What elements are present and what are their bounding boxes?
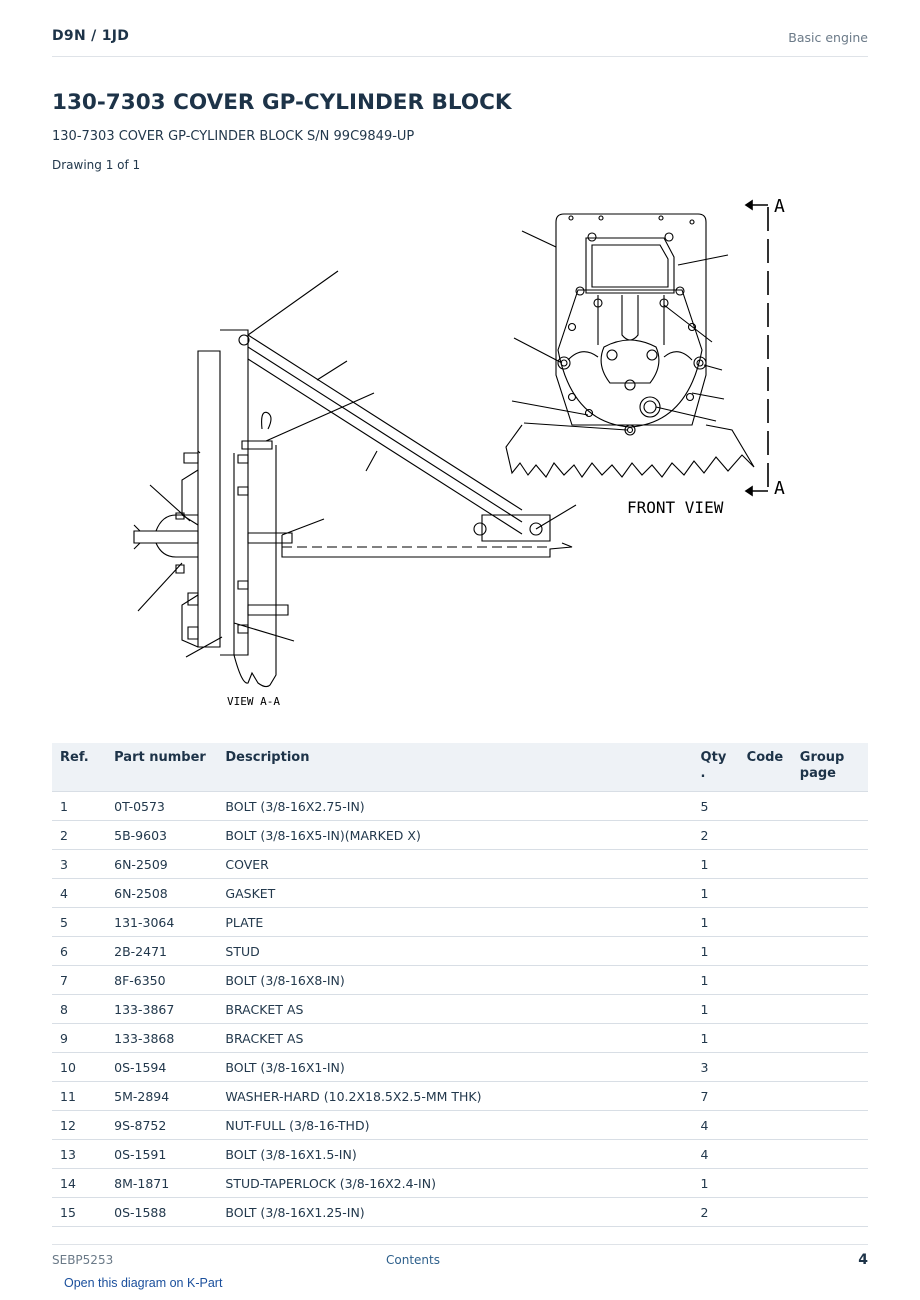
table-row <box>52 792 868 821</box>
cell-ref: 13 <box>52 1140 106 1169</box>
cell-part-number: 8F-6350 <box>106 966 217 995</box>
cell-group-page <box>792 1082 868 1111</box>
cell-code <box>739 879 792 908</box>
cell-description: BOLT (3/8-16X2.75-IN) <box>217 792 692 821</box>
cell-qty: 3 <box>693 1053 739 1082</box>
cell-qty: 1 <box>693 966 739 995</box>
cell-group-page <box>792 1169 868 1198</box>
cell-part-number: 6N-2508 <box>106 879 217 908</box>
col-group-page: Group page <box>792 743 868 792</box>
col-qty: Qty . <box>693 743 739 792</box>
cell-group-page <box>792 850 868 879</box>
cell-ref: 7 <box>52 966 106 995</box>
view-aa-label: VIEW A-A <box>227 695 280 708</box>
cell-ref: 12 <box>52 1111 106 1140</box>
cell-part-number: 133-3868 <box>106 1024 217 1053</box>
cell-description: WASHER-HARD (10.2X18.5X2.5-MM THK) <box>217 1082 692 1111</box>
cell-qty: 4 <box>693 1140 739 1169</box>
cell-qty: 7 <box>693 1082 739 1111</box>
cell-ref: 9 <box>52 1024 106 1053</box>
cell-description: STUD-TAPERLOCK (3/8-16X2.4-IN) <box>217 1169 692 1198</box>
cell-part-number: 0S-1594 <box>106 1053 217 1082</box>
table-row <box>52 1169 868 1198</box>
cell-qty: 4 <box>693 1111 739 1140</box>
cell-group-page <box>792 1111 868 1140</box>
cell-code <box>739 850 792 879</box>
col-description: Description <box>217 743 692 792</box>
cell-code <box>739 1198 792 1227</box>
cell-description: COVER <box>217 850 692 879</box>
cell-group-page <box>792 879 868 908</box>
cell-qty: 1 <box>693 1024 739 1053</box>
front-view-label: FRONT VIEW <box>627 498 724 517</box>
cell-code <box>739 1111 792 1140</box>
cell-group-page <box>792 1140 868 1169</box>
cell-qty: 1 <box>693 879 739 908</box>
cell-ref: 2 <box>52 821 106 850</box>
cell-description: BRACKET AS <box>217 1024 692 1053</box>
cell-description: PLATE <box>217 908 692 937</box>
cell-part-number: 8M-1871 <box>106 1169 217 1198</box>
cell-group-page <box>792 908 868 937</box>
cell-description: STUD <box>217 937 692 966</box>
table-row <box>52 1082 868 1111</box>
cell-group-page <box>792 937 868 966</box>
cell-part-number: 0S-1591 <box>106 1140 217 1169</box>
cell-qty: 1 <box>693 995 739 1024</box>
cell-ref: 14 <box>52 1169 106 1198</box>
cell-ref: 3 <box>52 850 106 879</box>
cell-part-number: 131-3064 <box>106 908 217 937</box>
table-row <box>52 850 868 879</box>
cell-ref: 5 <box>52 908 106 937</box>
table-row <box>52 1198 868 1227</box>
page-title: 130-7303 COVER GP-CYLINDER BLOCK <box>52 90 512 115</box>
table-row <box>52 1053 868 1082</box>
cell-description: BOLT (3/8-16X1.25-IN) <box>217 1198 692 1227</box>
page-number: 4 <box>858 1252 868 1268</box>
page-header <box>52 28 868 57</box>
table-row <box>52 966 868 995</box>
cell-part-number: 0S-1588 <box>106 1198 217 1227</box>
cell-part-number: 0T-0573 <box>106 792 217 821</box>
cell-group-page <box>792 1024 868 1053</box>
cell-ref: 1 <box>52 792 106 821</box>
cell-ref: 10 <box>52 1053 106 1082</box>
contents-link[interactable]: Contents <box>386 1253 440 1267</box>
cell-group-page <box>792 821 868 850</box>
parts-table <box>52 743 868 1227</box>
table-row <box>52 908 868 937</box>
table-row <box>52 821 868 850</box>
cell-qty: 1 <box>693 908 739 937</box>
cell-description: BOLT (3/8-16X5-IN)(MARKED X) <box>217 821 692 850</box>
cell-group-page <box>792 995 868 1024</box>
section-marker-top: A <box>774 196 785 217</box>
cell-code <box>739 792 792 821</box>
cell-code <box>739 1024 792 1053</box>
cell-part-number: 133-3867 <box>106 995 217 1024</box>
cell-code <box>739 995 792 1024</box>
table-row <box>52 1111 868 1140</box>
cell-part-number: 5M-2894 <box>106 1082 217 1111</box>
cell-description: BOLT (3/8-16X1.5-IN) <box>217 1140 692 1169</box>
cell-description: NUT-FULL (3/8-16-THD) <box>217 1111 692 1140</box>
cell-group-page <box>792 1198 868 1227</box>
col-part-number: Part number <box>106 743 217 792</box>
open-kpart-link[interactable]: Open this diagram on K-Part <box>64 1276 223 1290</box>
cell-qty: 1 <box>693 1169 739 1198</box>
parts-diagram <box>52 185 868 725</box>
cell-group-page <box>792 966 868 995</box>
cell-ref: 8 <box>52 995 106 1024</box>
cell-description: BRACKET AS <box>217 995 692 1024</box>
table-row <box>52 995 868 1024</box>
machine-model: D9N / 1JD <box>52 28 130 44</box>
cell-part-number: 9S-8752 <box>106 1111 217 1140</box>
cell-code <box>739 1169 792 1198</box>
cell-code <box>739 1053 792 1082</box>
table-row <box>52 879 868 908</box>
cell-qty: 2 <box>693 1198 739 1227</box>
cell-code <box>739 1082 792 1111</box>
section-name: Basic engine <box>788 30 868 45</box>
table-header-row <box>52 743 868 792</box>
cell-code <box>739 937 792 966</box>
cell-code <box>739 966 792 995</box>
cell-part-number: 6N-2509 <box>106 850 217 879</box>
cell-ref: 6 <box>52 937 106 966</box>
page-subtitle: 130-7303 COVER GP-CYLINDER BLOCK S/N 99C9849-UP <box>52 129 415 144</box>
section-marker-bottom: A <box>774 478 785 499</box>
table-row <box>52 1024 868 1053</box>
cell-description: GASKET <box>217 879 692 908</box>
drawing-count: Drawing 1 of 1 <box>52 158 141 172</box>
table-row <box>52 1140 868 1169</box>
document-id: SEBP5253 <box>52 1253 114 1267</box>
cell-ref: 4 <box>52 879 106 908</box>
cell-part-number: 2B-2471 <box>106 937 217 966</box>
cell-code <box>739 1140 792 1169</box>
cell-code <box>739 908 792 937</box>
cell-group-page <box>792 1053 868 1082</box>
cell-description: BOLT (3/8-16X1-IN) <box>217 1053 692 1082</box>
col-ref: Ref. <box>52 743 106 792</box>
cell-ref: 11 <box>52 1082 106 1111</box>
cell-group-page <box>792 792 868 821</box>
table-row <box>52 937 868 966</box>
cell-qty: 2 <box>693 821 739 850</box>
cell-code <box>739 821 792 850</box>
cell-ref: 15 <box>52 1198 106 1227</box>
cell-description: BOLT (3/8-16X8-IN) <box>217 966 692 995</box>
parts-table-body <box>52 792 868 1227</box>
front-view-drawing <box>506 214 754 477</box>
footer-divider <box>52 1244 868 1245</box>
cell-qty: 1 <box>693 850 739 879</box>
col-code: Code <box>739 743 792 792</box>
cell-qty: 5 <box>693 792 739 821</box>
view-aa-drawing <box>134 271 576 687</box>
cell-part-number: 5B-9603 <box>106 821 217 850</box>
cell-qty: 1 <box>693 937 739 966</box>
